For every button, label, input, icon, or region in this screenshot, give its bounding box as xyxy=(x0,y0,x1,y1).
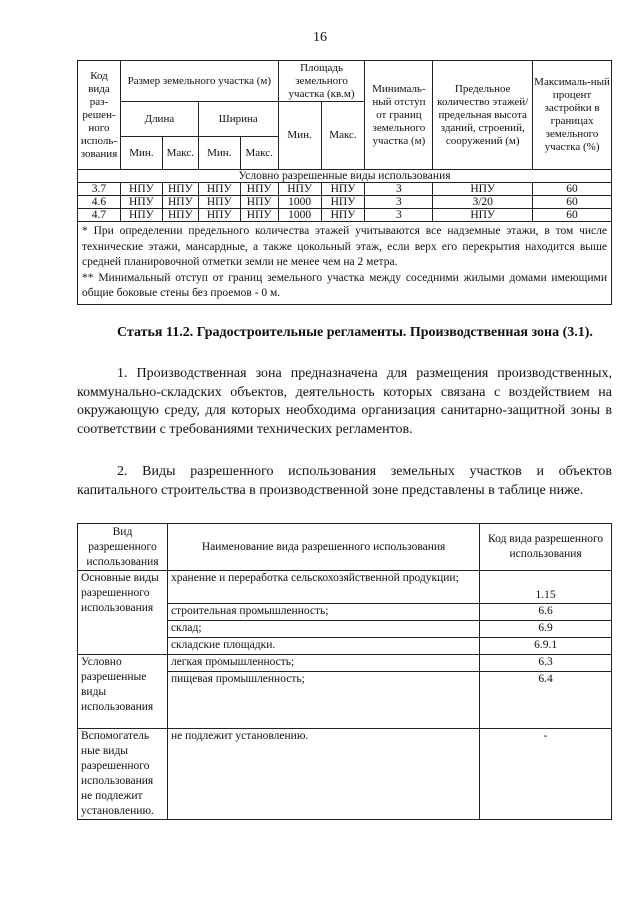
use-name: пищевая промышленность; xyxy=(167,672,479,729)
table-row xyxy=(78,196,612,209)
header-width-min: Мин. xyxy=(198,137,240,170)
note-1: * При определении предельного количества этажей учитываются все надземные этажи, в том числе технические этажи, мансардные, а также цокольный этаж, если верх его перекрытия находится выше средней планировочной отметки земли не менее чем на 2 метра. xyxy=(82,225,607,268)
table-cell: 3 xyxy=(365,183,433,196)
table-cell: НПУ xyxy=(198,183,240,196)
table-cell: НПУ xyxy=(198,209,240,222)
header-code: Код вида раз-решен-ного исполь-зования xyxy=(78,61,121,170)
table-cell: НПУ xyxy=(240,183,278,196)
table-cell: 3 xyxy=(365,209,433,222)
table-cell: НПУ xyxy=(120,183,162,196)
table-cell: НПУ xyxy=(120,209,162,222)
table-cell: НПУ xyxy=(120,196,162,209)
use-name: легкая промышленность; xyxy=(167,655,479,672)
table-row xyxy=(78,571,612,604)
use-code: 6.9.1 xyxy=(480,638,612,655)
paragraph-2: 2. Виды разрешенного использования земельных участков и объектов капитального строительства в производственной зоне представлены в таблице ниже. xyxy=(77,464,612,498)
header-length: Длина xyxy=(120,102,198,137)
use-code: 6.6 xyxy=(480,604,612,621)
article-heading: Статья 11.2. Градостроительные регламенты. Производственная зона (3.1). xyxy=(117,325,593,340)
table-cell: 60 xyxy=(533,196,612,209)
header-use-name: Наименование вида разрешенного использования xyxy=(167,524,479,571)
table-cell: 3 xyxy=(365,196,433,209)
use-code: 6.9 xyxy=(480,621,612,638)
header-area-max: Макс. xyxy=(321,102,365,170)
table-cell: 4.7 xyxy=(78,209,121,222)
header-percent: Максималь-ный процент застройки в границах земельного участка (%) xyxy=(533,61,612,170)
table-cell: 3/20 xyxy=(433,196,533,209)
use-code: 6.4 xyxy=(480,672,612,729)
table-cell: НПУ xyxy=(240,196,278,209)
use-group-label: Условно разрешенные виды использования xyxy=(78,655,168,729)
use-code: 1.15 xyxy=(480,571,612,604)
header-length-min: Мин. xyxy=(120,137,162,170)
table-cell: НПУ xyxy=(433,183,533,196)
table-row xyxy=(78,655,612,672)
table-cell: НПУ xyxy=(162,183,198,196)
use-code: 6.3 xyxy=(480,655,612,672)
table-cell: НПУ xyxy=(321,196,365,209)
table-cell: НПУ xyxy=(433,209,533,222)
use-name: строительная промышленность; xyxy=(167,604,479,621)
table-cell: 1000 xyxy=(278,196,321,209)
table-cell: НПУ xyxy=(321,209,365,222)
table-cell: 60 xyxy=(533,209,612,222)
table-row xyxy=(78,183,612,196)
table-cell: НПУ xyxy=(162,209,198,222)
header-width: Ширина xyxy=(198,102,278,137)
use-name: складские площадки. xyxy=(167,638,479,655)
note-2: ** Минимальный отступ от границ земельного участка между соседними жилыми домами имеющими общие боковые стены без проемов - 0 м. xyxy=(82,271,607,299)
table-cell: 3.7 xyxy=(78,183,121,196)
use-name: не подлежит установлению. xyxy=(167,729,479,820)
table-cell: НПУ xyxy=(240,209,278,222)
table-cell: НПУ xyxy=(198,196,240,209)
header-width-max: Макс. xyxy=(240,137,278,170)
use-name: хранение и переработка сельскохозяйственной продукции; xyxy=(167,571,479,604)
page-number: 16 xyxy=(313,30,327,45)
use-name: склад; xyxy=(167,621,479,638)
header-floors: Предельное количество этажей/ предельная высота зданий, строений, сооружений (м) xyxy=(433,61,533,170)
table-row xyxy=(78,729,612,820)
table-cell: 4.6 xyxy=(78,196,121,209)
header-area-min: Мин. xyxy=(278,102,321,170)
header-setback: Минималь-ный отступ от границ земельного участка (м) xyxy=(365,61,433,170)
permitted-use-table xyxy=(77,523,612,820)
table-cell: НПУ xyxy=(321,183,365,196)
section-row: Условно разрешенные виды использования xyxy=(78,170,612,183)
zone-parameters-table xyxy=(77,60,612,305)
header-area: Площадь земельного участка (кв.м) xyxy=(278,61,365,102)
use-group-label: Основные виды разрешенного использования xyxy=(78,571,168,655)
table-cell: 60 xyxy=(533,183,612,196)
table-cell: НПУ xyxy=(278,183,321,196)
header-size: Размер земельного участка (м) xyxy=(120,61,278,102)
table-notes xyxy=(78,222,612,305)
header-use-code: Код вида разрешенного использования xyxy=(480,524,612,571)
header-use-type: Вид разрешенного использования xyxy=(78,524,168,571)
table-cell: 1000 xyxy=(278,209,321,222)
use-group-label: Вспомогатель ные виды разрешенного использования не подлежит установлению. xyxy=(78,729,168,820)
header-length-max: Макс. xyxy=(162,137,198,170)
paragraph-1: 1. Производственная зона предназначена для размещения производственных, коммунально-складских объектов, деятельность которых связана с воздействием на окружающую среду, для которых необходима организация санитарно-защитной зоны в соответствии с требованиями технических регламентов. xyxy=(77,366,612,437)
table-row xyxy=(78,209,612,222)
table-cell: НПУ xyxy=(162,196,198,209)
use-code: - xyxy=(480,729,612,820)
